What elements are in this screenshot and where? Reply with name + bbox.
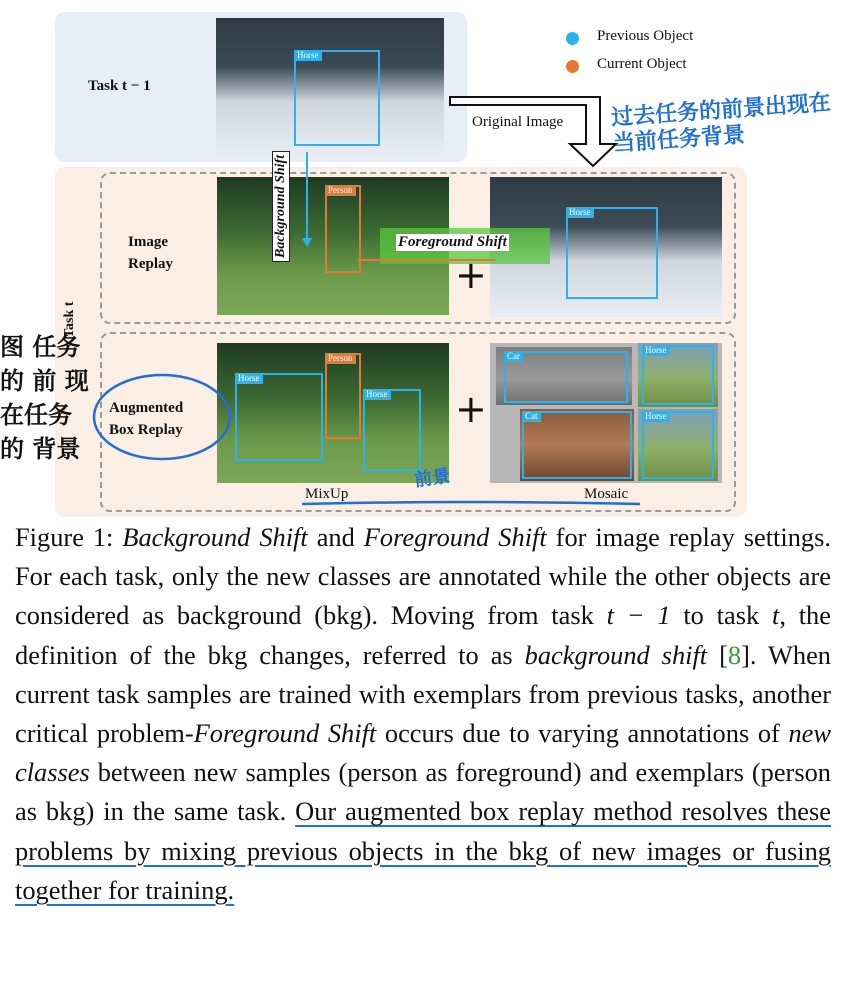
augmented-label-1: Augmented bbox=[109, 400, 184, 416]
plus-icon-2: + bbox=[455, 387, 487, 431]
background-shift-label: Background Shift bbox=[272, 151, 290, 262]
handwritten-ellipse bbox=[90, 370, 240, 465]
original-image-label: Original Image bbox=[472, 114, 564, 130]
citation-link[interactable]: 8 bbox=[727, 639, 742, 670]
legend-current-dot bbox=[566, 60, 579, 73]
original-image-arrow bbox=[448, 92, 623, 170]
mosaic-image bbox=[490, 343, 722, 483]
image-replay-label-2: Replay bbox=[128, 256, 173, 272]
task-cur-label: Task t bbox=[62, 301, 77, 338]
figure-caption: Figure 1: Background Shift and Foreground Shift for image replay settings. For each task, only the new classes are annotated while the other objects are considered as background (bkg). Moving from task t − 1 to task t, the definition of the bkg changes, referred to as background shift [8]. When current task samples are trained with exemplars from previous tasks, another critical problem-Foreground Shift occurs due to varying annotations of new classes between new samples (person as foreground) and exemplars (person as bkg) in the same task. Our augmented box replay method resolves these problems by mixing previous objects in the bkg of new images or fusing together for training. bbox=[15, 522, 832, 905]
handwritten-note-left: 图 任务的 前 现在任务 的 背景 bbox=[0, 333, 89, 463]
horse-box-2: Horse bbox=[363, 389, 421, 471]
legend-previous-label: Previous Object bbox=[597, 28, 694, 44]
horse-box-1: Horse bbox=[235, 373, 323, 461]
foreground-shift-label: Foreground Shift bbox=[398, 234, 507, 250]
mixup-label: MixUp bbox=[305, 486, 349, 502]
highlighted-sentence: Our augmented box replay method resolves these problems by mixing previous objects in the bkg of new images or fusing together for training. bbox=[15, 796, 832, 905]
horse-box: Horse bbox=[566, 207, 658, 299]
car-box: Car bbox=[504, 351, 628, 403]
augmented-label-2: Box Replay bbox=[109, 422, 183, 438]
task-prev-label: Task t − 1 bbox=[88, 78, 151, 94]
horse-box-3: Horse bbox=[642, 345, 714, 405]
plus-icon: + bbox=[455, 253, 487, 297]
mixup-image bbox=[217, 343, 449, 483]
mosaic-label: Mosaic bbox=[584, 486, 629, 502]
background-shift-arrow bbox=[295, 150, 325, 250]
handwritten-note-mix: 前景 bbox=[412, 465, 452, 492]
task-prev-image bbox=[216, 18, 444, 158]
person-box: Person bbox=[325, 353, 361, 439]
horse-box: Horse bbox=[294, 50, 380, 146]
person-box: Person bbox=[325, 185, 361, 273]
handwritten-underline-figure bbox=[300, 496, 645, 510]
cat-box: Cat bbox=[522, 411, 632, 479]
legend-current-label: Current Object bbox=[597, 56, 687, 72]
handwritten-note-right: 过去任务的前景出现在当前任务背景 bbox=[610, 90, 832, 157]
legend-previous-dot bbox=[566, 32, 579, 45]
image-replay-label-1: Image bbox=[128, 234, 168, 250]
figure-label: Figure 1: bbox=[15, 522, 114, 552]
horse-box-4: Horse bbox=[642, 411, 714, 479]
